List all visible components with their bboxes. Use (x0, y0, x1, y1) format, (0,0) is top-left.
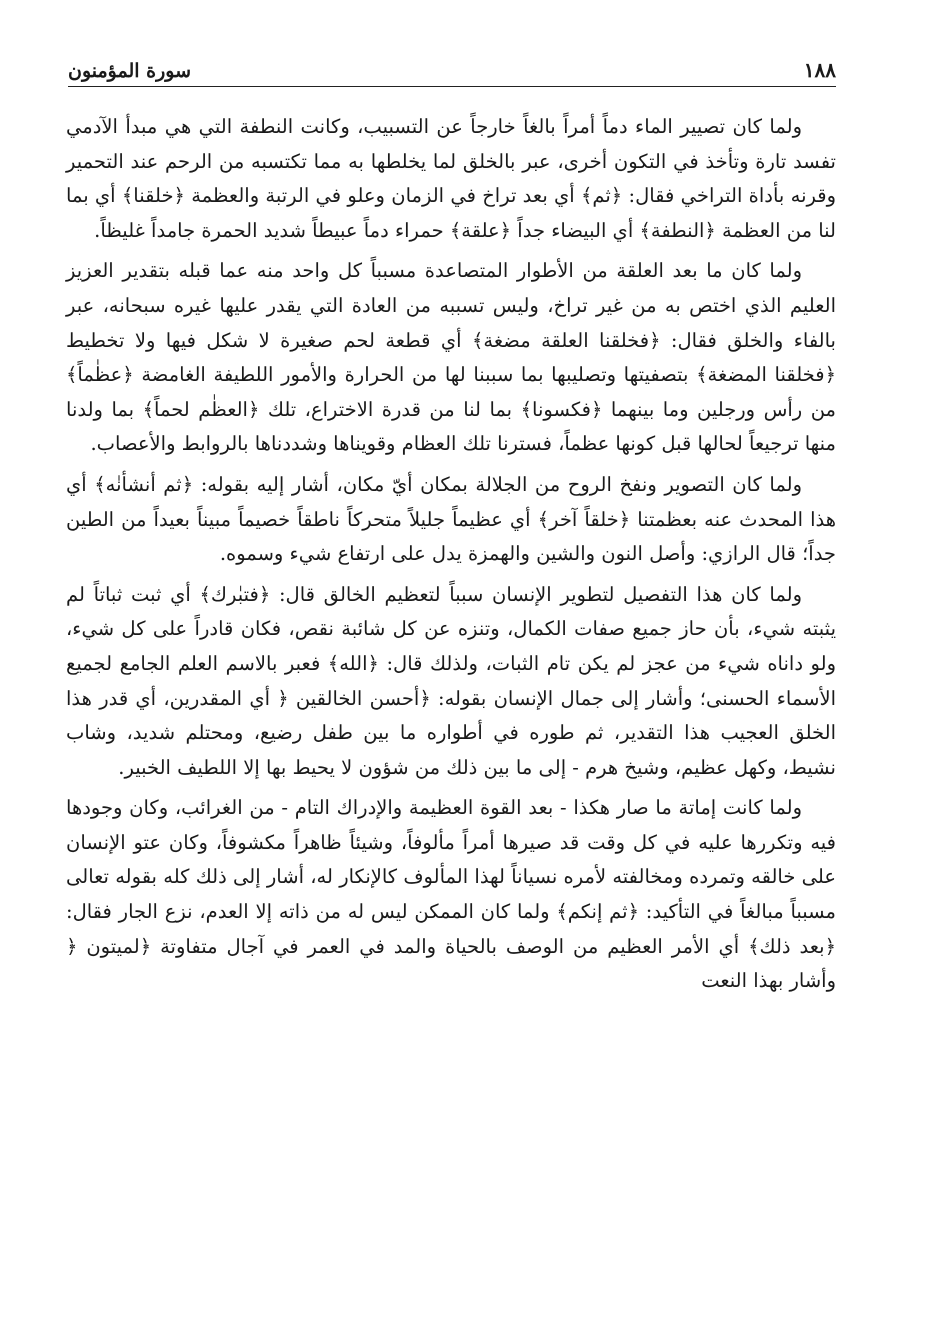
body-text (66, 110, 836, 1005)
paragraph: ولما كان هذا التفصيل لتطوير الإنسان سبباً لتعظيم الخالق قال: ﴿فتبٰرك﴾ أي ثبت ثباتاً لم يثبته شيء، بأن حاز جميع صفات الكمال، وتنزه عن كل شائبة نقص، فكان قادراً على كل شيء، ولو داناه شيء من عجز لم يكن تام الثبات، ولذلك قال: ﴿الله﴾ فعبر بالاسم العلم الجامع لجميع الأسماء الحسنى؛ وأشار إلى جمال الإنسان بقوله: ﴿أحسن الخالقين ﴿ أي المقدرين، أي قدر هذا الخلق العجيب هذا التقدير، ثم طوره في أطواره ما بين طفل رضيع، ومحتلم شديد، وشاب نشيط، وكهل عظيم، وشيخ هرم - إلى ما بين ذلك من شؤون لا يحيط بها إلا اللطيف الخبير. (66, 582, 836, 779)
page-header (68, 58, 836, 87)
paragraph: ولما كان تصيير الماء دماً أمراً بالغاً خارجاً عن التسبيب، وكانت النطفة التي هي مبدأ الآدمي تفسد تارة وتأخذ في التكون أخرى، عبر بالخلق لما يخلطها به مما تكتسبه من الرحم عند التحمير وقرنه بأداة التراخي فقال: ﴿ثم﴾ أي بعد تراخ في الزمان وعلو في الرتبة والعظمة ﴿خلقنا﴾ أي بما لنا من العظمة ﴿النطفة﴾ أي البيضاء جداً ﴿علقة﴾ حمراء دماً عبيطاً شديد الحمرة جامداً غليظاً. (66, 115, 836, 242)
paragraph: ولما كانت إماتة ما صار هكذا - بعد القوة العظيمة والإدراك التام - من الغرائب، وكان وجودها فيه وتكررها عليه في كل وقت قد صيرها أمراً مألوفاً، وشيئاً ظاهراً مكشوفاً، وكان عتو الإنسان على خالقه وتمرده ومخالفته لأمره نسياناً لهذا المألوف كالإنكار له، أشار إلى ذلك كله بقوله تعالى مسبباً مبالغاً في التأكيد: ﴿ثم إنكم﴾ ولما كان الممكن ليس له من ذاته إلا العدم، نزع الجار فقال: ﴿بعد ذلك﴾ أي الأمر العظيم من الوصف بالحياة والمد في العمر في آجال متفاوتة ﴿لميتون ﴿ وأشار بهذا النعت (66, 796, 836, 993)
page-number: ١٨٨ (803, 58, 836, 82)
surah-title: سورة المؤمنون (68, 60, 192, 82)
paragraph: ولما كان التصوير ونفخ الروح من الجلالة بمكان أيّ مكان، أشار إليه بقوله: ﴿ثم أنشأنٰه﴾ أي هذا المحدث عنه بعظمتنا ﴿خلقاً آخر﴾ أي عظيماً جليلاً متحركاً ناطقاً خصيماً مبيناً بعيداً من الطين جداً؛ قال الرازي: وأصل النون والشين والهمزة يدل على ارتفاع شيء وسموه. (66, 472, 836, 566)
paragraph: ولما كان ما بعد العلقة من الأطوار المتصاعدة مسبباً كل واحد منه عما قبله بتقدير العزيز العليم الذي اختص به من غير تراخ، وليس تسببه من العادة التي يقدر عليها غيره سبحانه، عبر بالفاء والخلق فقال: ﴿فخلقنا العلقة مضغة﴾ أي قطعة لحم صغيرة لا شكل فيها ولا تخطيط ﴿فخلقنا المضغة﴾ بتصفيتها وتصليبها بما سببنا لها من الحرارة والأمور اللطيفة الغامضة ﴿عظٰماً﴾ من رأس ورجلين وما بينهما ﴿فكسونا﴾ بما لنا من قدرة الاختراع، تلك ﴿العظٰم لحماً﴾ بما ولدنا منها ترجيعاً لحالها قبل كونها عظماً، فسترنا تلك العظام وقويناها وشددناها بالروابط والأعصاب. (66, 259, 836, 456)
